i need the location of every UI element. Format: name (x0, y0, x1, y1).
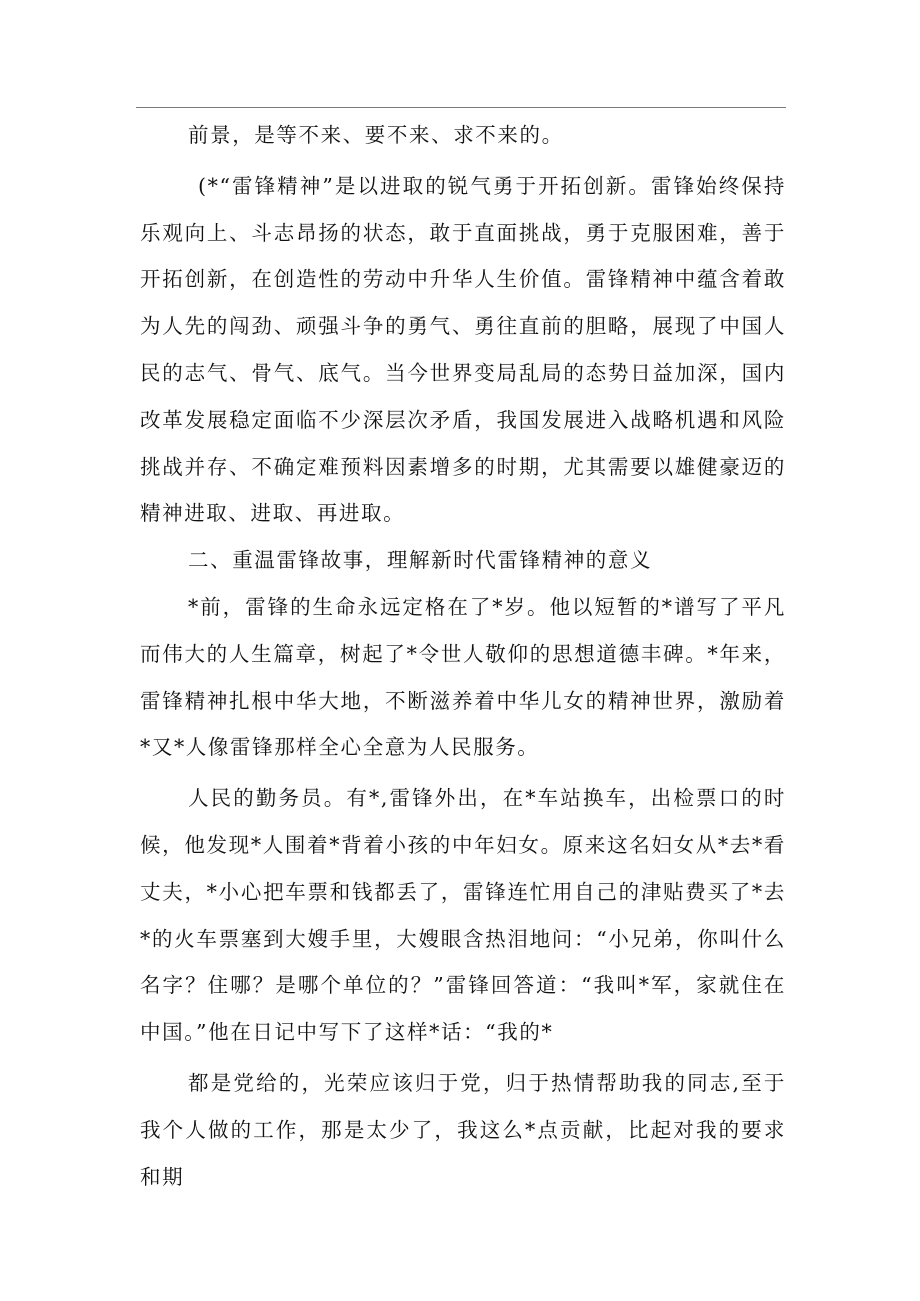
document-body (140, 110, 786, 1200)
paragraph-6: 都是党给的，光荣应该归于党，归于热情帮助我的同志,至于我个人做的工作，那是太少了，我这么*点贡献，比起对我的要求和期 (140, 1070, 786, 1189)
paragraph-2: (*“雷锋精神”是以进取的锐气勇于开拓创新。雷锋始终保持乐观向上、斗志昂扬的状态，敢于直面挑战，勇于克服困难，善于开拓创新，在创造性的劳动中升华人生价值。雷锋精神中蕴含着敢为人先的闯劲、顽强斗争的勇气、勇往直前的胆略，展现了中国人民的志气、骨气、底气。当今世界变局乱局的态势日益加深，国内改革发展稳定面临不少深层次矛盾，我国发展进入战略机遇和风险挑战并存、不确定难预料因素增多的时期，尤其需要以雄健豪迈的精神进取、进取、再进取。 (140, 173, 786, 526)
paragraph-5: 人民的勤务员。有*,雷锋外出，在*车站换车，出检票口的时候，他发现*人围着*背着小孩的中年妇女。原来这名妇女从*去*看丈夫，*小心把车票和钱都丢了，雷锋连忙用自己的津贴费买了*去*的火车票塞到大嫂手里，大嫂眼含热泪地问：“小兄弟，你叫什么名字？住哪？是哪个单位的？”雷锋回答道：“我叫*军，家就住在中国。”他在日记中写下了这样*话：“我的* (140, 786, 786, 1045)
section-heading: 二、重温雷锋故事，理解新时代雷锋精神的意义 (188, 548, 653, 573)
header-rule (136, 107, 786, 108)
paragraph-1: 前景，是等不来、要不来、求不来的。 (188, 123, 564, 147)
paragraph-4: *前，雷锋的生命永远定格在了*岁。他以短暂的*谱写了平凡而伟大的人生篇章，树起了*令世人敬仰的思想道德丰碑。*年来，雷锋精神扎根中华大地，不断滋养着中华儿女的精神世界，激励着*又*人像雷锋那样全心全意为人民服务。 (140, 594, 786, 760)
